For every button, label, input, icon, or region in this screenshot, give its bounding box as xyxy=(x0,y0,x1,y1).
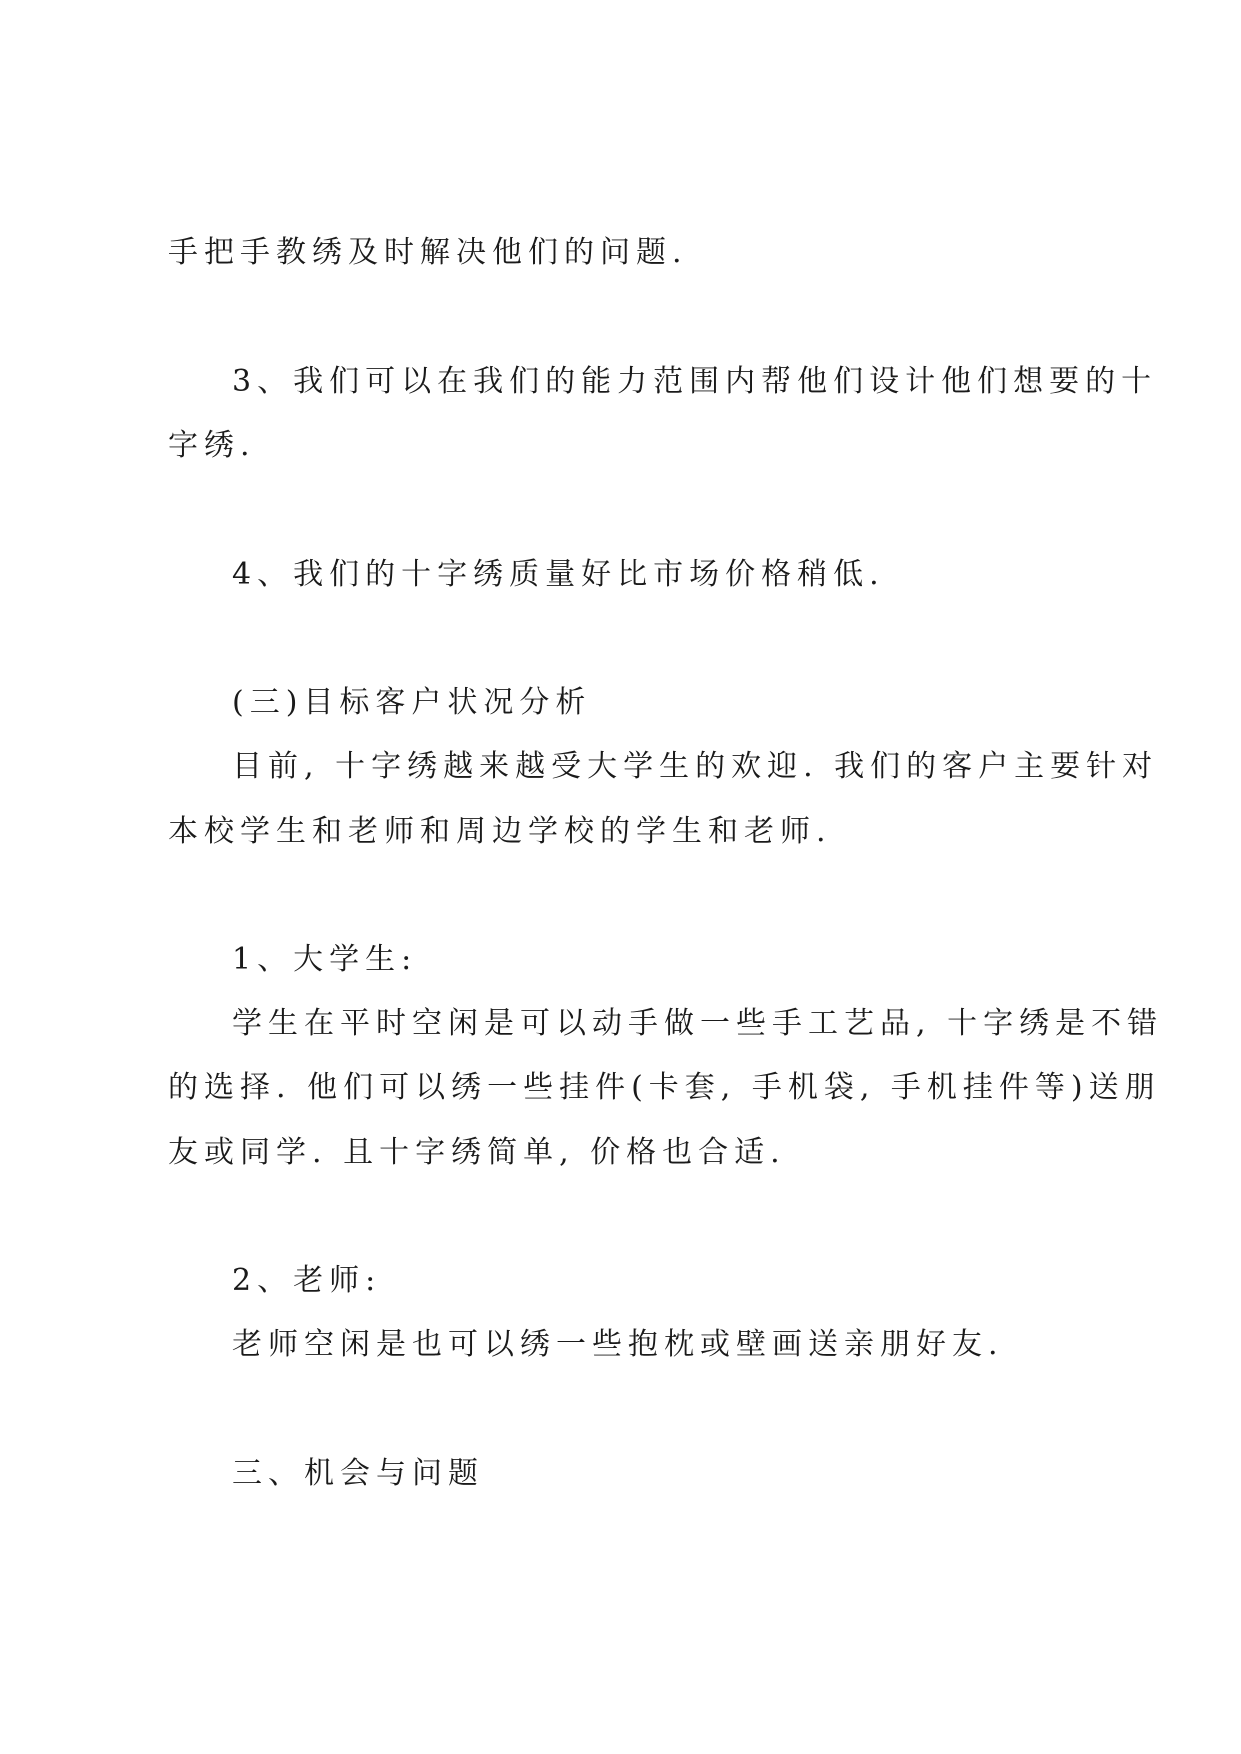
paragraph-line: 字绣. xyxy=(168,428,256,463)
paragraph-line: 4、我们的十字绣质量好比市场价格稍低. xyxy=(232,557,885,592)
paragraph-line: 3、我们可以在我们的能力范围内帮他们设计他们想要的十 xyxy=(232,364,1158,399)
paragraph-line: 本校学生和老师和周边学校的学生和老师. xyxy=(168,814,832,849)
paragraph-line: 友或同学. 且十字绣简单, 价格也合适. xyxy=(168,1135,786,1170)
paragraph-line: 的选择. 他们可以绣一些挂件(卡套, 手机袋, 手机挂件等)送朋 xyxy=(168,1070,1161,1105)
section-heading: (三)目标客户状况分析 xyxy=(232,685,592,720)
paragraph-line: 手把手教绣及时解决他们的问题. xyxy=(168,235,688,270)
subheading: 1、大学生: xyxy=(232,942,418,977)
paragraph-line: 老师空闲是也可以绣一些抱枕或壁画送亲朋好友. xyxy=(232,1327,1004,1362)
section-heading: 三、机会与问题 xyxy=(232,1456,484,1491)
paragraph-line: 学生在平时空闲是可以动手做一些手工艺品, 十字绣是不错 xyxy=(232,1006,1164,1041)
paragraph-line: 目前, 十字绣越来越受大学生的欢迎. 我们的客户主要针对 xyxy=(232,749,1159,784)
subheading: 2、老师: xyxy=(232,1263,382,1298)
